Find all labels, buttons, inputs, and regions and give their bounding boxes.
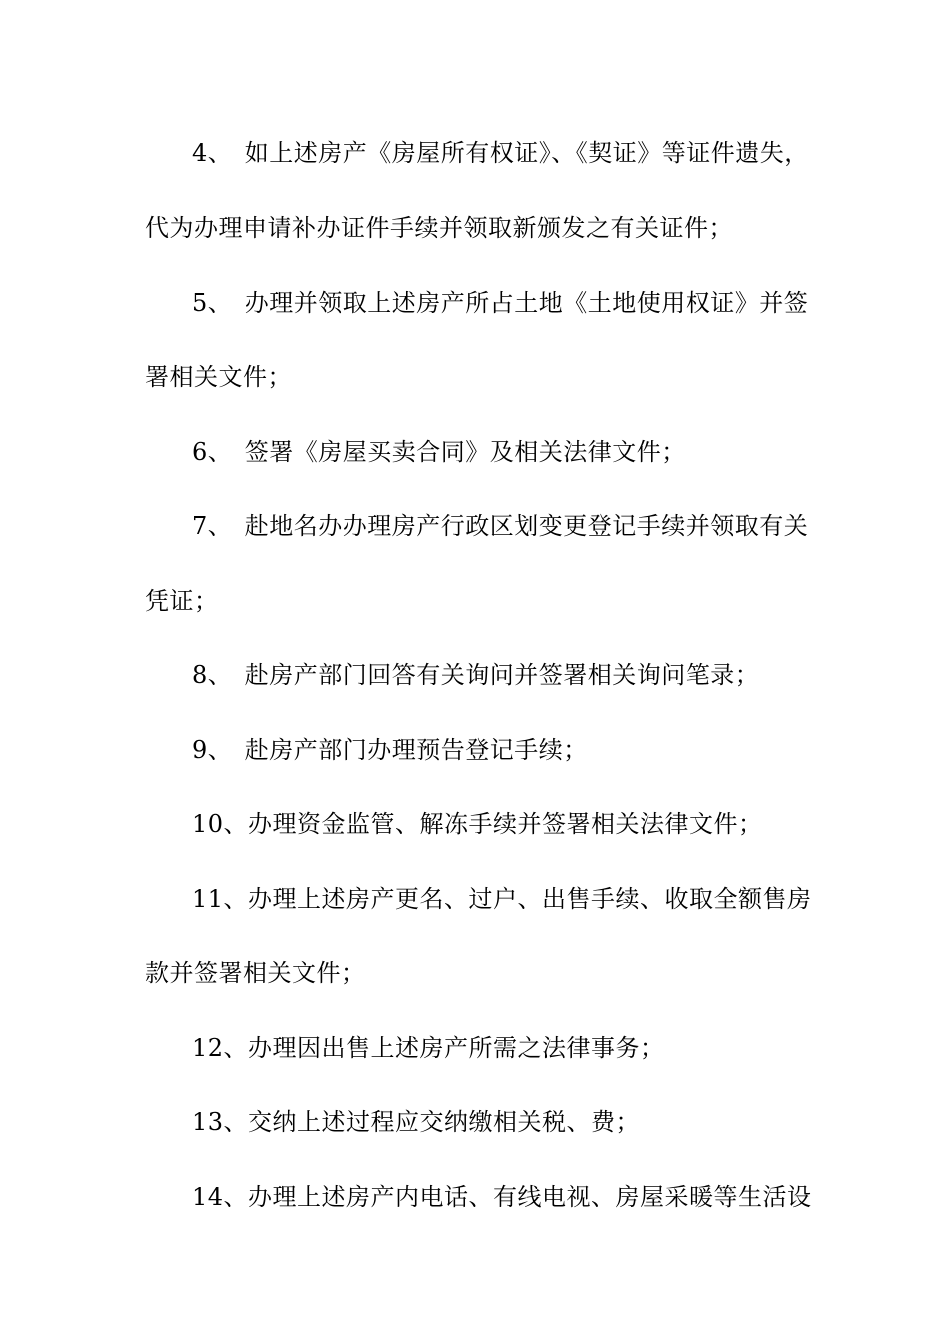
item-10-line-1: 10、办理资金监管、解冻手续并签署相关法律文件； — [192, 810, 763, 838]
item-13-line-1: 13、交纳上述过程应交纳缴相关税、费； — [192, 1108, 641, 1136]
item-11-line-1: 11、办理上述房产更名、过户、出售手续、收取全额售房 — [192, 885, 812, 913]
item-9-line-1: 9、 赴房产部门办理预告登记手续； — [192, 736, 588, 764]
item-12-line-1: 12、办理因出售上述房产所需之法律事务； — [192, 1034, 665, 1062]
item-4-line-2: 代为办理申请补办证件手续并领取新颁发之有关证件； — [145, 214, 733, 242]
item-5-line-1: 5、 办理并领取上述房产所占土地《土地使用权证》并签 — [192, 289, 809, 317]
item-11-line-2: 款并签署相关文件； — [145, 959, 366, 987]
item-14-line-1: 14、办理上述房产内电话、有线电视、房屋采暖等生活设 — [192, 1183, 812, 1211]
item-4-line-1: 4、 如上述房产《房屋所有权证》、《契证》等证件遗失， — [192, 139, 809, 167]
item-7-line-1: 7、 赴地名办办理房产行政区划变更登记手续并领取有关 — [192, 512, 809, 540]
item-8-line-1: 8、 赴房产部门回答有关询问并签署相关询问笔录； — [192, 661, 760, 689]
item-6-line-1: 6、 签署《房屋买卖合同》及相关法律文件； — [192, 438, 686, 466]
item-5-line-2: 署相关文件； — [145, 363, 292, 391]
item-7-line-2: 凭证； — [145, 587, 219, 615]
